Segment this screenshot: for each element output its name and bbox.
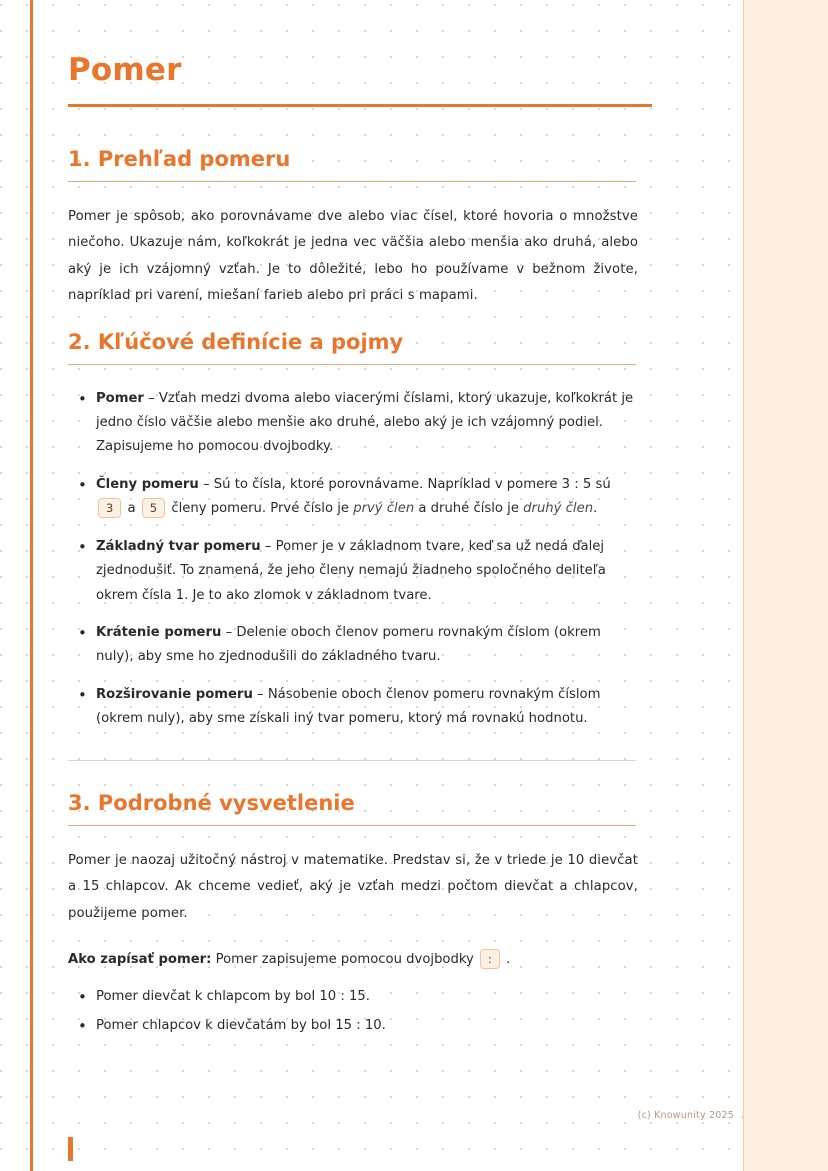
right-tinted-band [744, 0, 828, 1171]
section-1-divider [68, 181, 636, 182]
list-item [92, 387, 638, 460]
term-label: Základný tvar pomeru [96, 538, 261, 554]
term-label: Členy pomeru [96, 476, 199, 492]
section-2-divider [68, 364, 636, 365]
term-text-after2: a druhé číslo je [414, 501, 524, 517]
section-definitions [68, 330, 638, 761]
term-label: Pomer [96, 390, 144, 406]
section-separator [68, 760, 636, 761]
examples-list [68, 986, 638, 1038]
list-item [92, 683, 638, 732]
document-content [68, 52, 638, 1046]
term-text: – Vzťah medzi dvoma alebo viacerými číslami, ktorý ukazuje, koľkokrát je jedno číslo väčšie alebo menšie ako druhé, alebo aký je ich vzájomný podiel. Zapisujeme ho pomocou dvojbodky. [96, 390, 634, 455]
term-text-end: . [593, 501, 598, 517]
footer-dot: . [740, 1110, 744, 1121]
colon-chip: : [480, 949, 500, 969]
term-text: – Pomer je v základnom tvare, keď sa už nedá ďalej zjednodušiť. To znamená, že jeho členy nemajú žiadneho spoločného deliteľa okrem čísla 1. Je to ako zlomok v základnom tvare. [96, 538, 606, 603]
list-item: • Pomer chlapcov k dievčatám by bol 15 : 10. [92, 1015, 638, 1037]
term-label: Rozširovanie pomeru [96, 686, 253, 702]
bottom-accent-marker [68, 1137, 73, 1161]
right-band-divider [740, 0, 744, 1171]
emphasis-second-term: druhý člen [523, 501, 594, 517]
term-label: Krátenie pomeru [96, 625, 222, 640]
term-text: – Násobenie oboch členov pomeru rovnakým číslom (okrem nuly), aby sme získali iný tvar pomeru, ktorý má rovnakú hodnotu. [96, 686, 601, 727]
how-to-write-lead [68, 947, 638, 972]
list-item [92, 535, 638, 608]
list-item: • Pomer dievčat k chlapcom by bol 10 : 15. [92, 986, 638, 1008]
section-3-heading: 3. Podrobné vysvetlenie [68, 790, 355, 815]
value-chip-5: 5 [142, 498, 165, 518]
section-2-heading: 2. Kľúčové definície a pojmy [68, 329, 404, 354]
lead-text: Pomer zapisujeme pomocou dvojbodky [211, 951, 479, 967]
page-title: Pomer [68, 52, 182, 88]
emphasis-first-term: prvý člen [353, 501, 415, 517]
term-text-after: členy pomeru. Prvé číslo je [167, 501, 354, 517]
term-text: – Delenie oboch členov pomeru rovnakým číslom (okrem nuly), aby sme ho zjednodušili do základného tvaru. [96, 625, 601, 665]
list-item [92, 621, 638, 670]
definitions-list [68, 387, 638, 732]
title-divider [68, 104, 652, 107]
section-explanation [68, 791, 638, 1038]
term-text-mid: a [123, 501, 140, 517]
section-3-divider [68, 825, 636, 826]
lead-end: . [501, 951, 511, 967]
section-1-paragraph: Pomer je spôsob, ako porovnávame dve alebo viac čísel, ktoré hovoria o množstve niečoho. Ukazuje nám, koľkokrát je jedna vec väčšia alebo menšia ako druhá, alebo aký je ich vzájomný vzťah. Je to dôležité, lebo ho používame v bežnom živote, napríklad pri varení, miešaní farieb alebo pri práci s mapami. [68, 209, 638, 304]
section-1-heading: 1. Prehľad pomeru [68, 147, 291, 171]
section-3-paragraph: Pomer je naozaj užitočný nástroj v matematike. Predstav si, že v triede je 10 dievčat a 15 chlapcov. Ak chceme vedieť, aký je vzťah medzi počtom dievčat a chlapcov, použijeme pomer. [68, 852, 638, 921]
term-text: – Sú to čísla, ktoré porovnávame. Napríklad v pomere 3 : 5 sú [198, 476, 611, 492]
copyright-footer: (c) Knowunity 2025 [637, 1110, 734, 1121]
value-chip-3: 3 [98, 498, 121, 518]
left-margin-rule [30, 0, 33, 1171]
list-item [92, 473, 638, 522]
lead-bold-label: Ako zapísať pomer: [68, 951, 212, 967]
section-overview [68, 147, 638, 310]
